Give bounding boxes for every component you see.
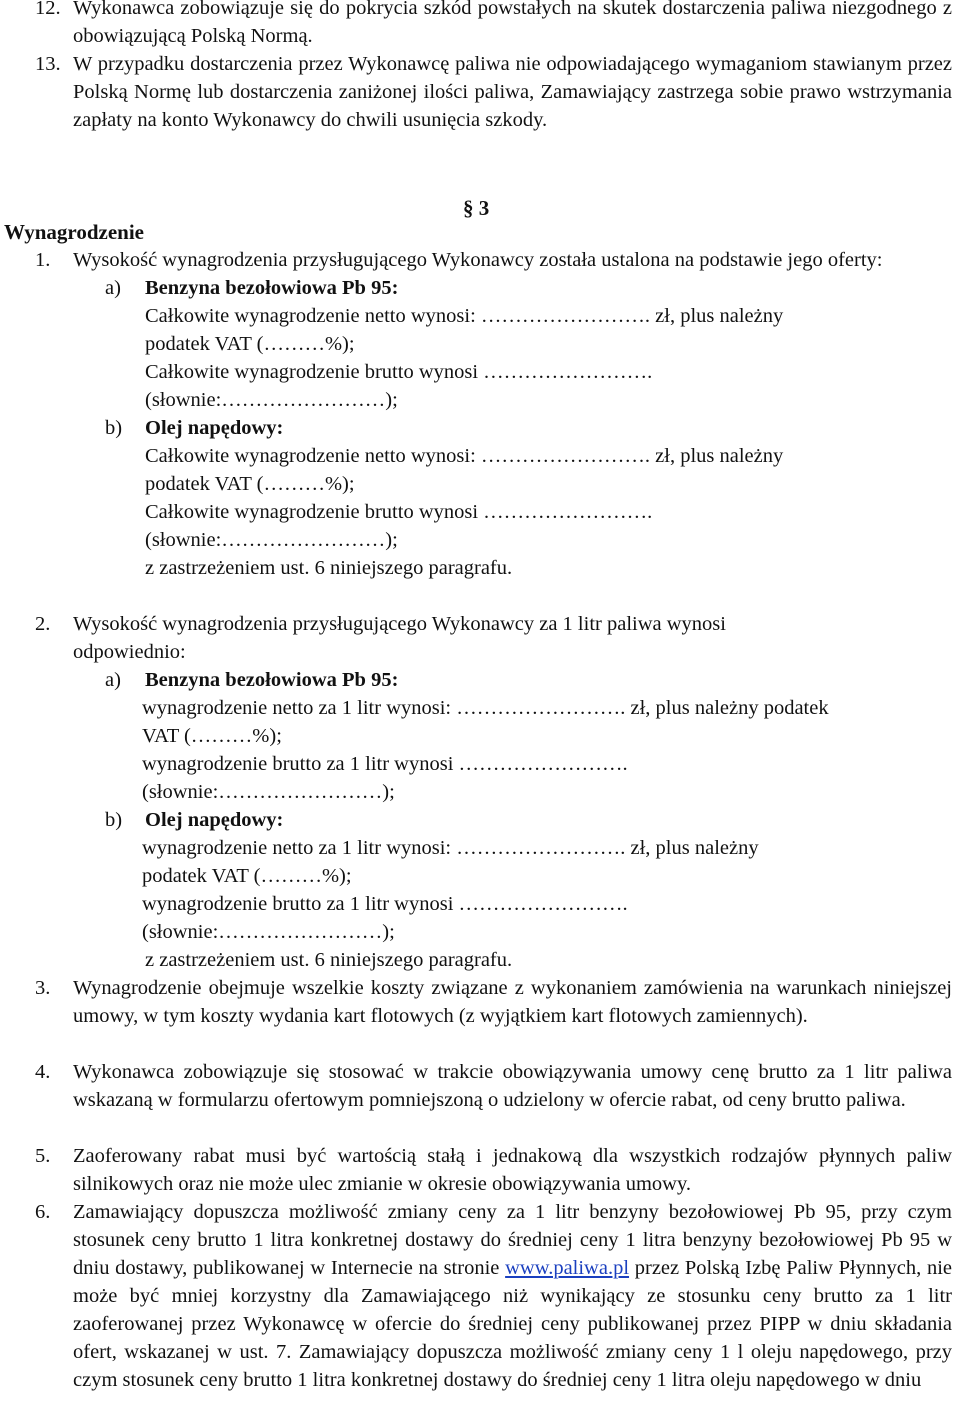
paragraph-number: 12. <box>35 0 61 19</box>
line: wynagrodzenie brutto za 1 litr wynosi ……………………. <box>142 753 628 775</box>
paragraph-number: 2. <box>35 613 51 635</box>
paragraph-5 <box>0 1142 960 1198</box>
section-symbol: § 3 <box>463 196 490 220</box>
paragraph-intro: Wysokość wynagrodzenia przysługującego Wykonawcy została ustalona na podstawie jego oferty: <box>73 249 883 271</box>
line: VAT (………%); <box>142 725 282 747</box>
line: Całkowite wynagrodzenie brutto wynosi ……………………. <box>145 501 653 523</box>
line: Całkowite wynagrodzenie netto wynosi: ……………………. zł, plus należny <box>145 305 784 327</box>
subitem-title: Olej napędowy: <box>145 417 284 439</box>
subitem-title: Benzyna bezołowiowa Pb 95: <box>145 277 399 299</box>
paragraph-text-continued: przez Polską Izbę Paliw Płynnych, nie może być mniej korzystny dla Zamawiającego niż wynikający ze stosunku ceny brutto za 1 litr zaoferowanej przez Wykonawcę w ofercie do średniej ceny publikowanej przez PIPP w dniu składania ofert, wskazanej w ust. 7. Zamawiający dopuszcza możliwość zmiany ceny 1 l oleju napędowego, przy czym stosunek ceny brutto 1 litra konkretnej dostawy do średniej ceny 1 litra oleju napędowego w dniu <box>73 1257 952 1391</box>
note: z zastrzeżeniem ust. 6 niniejszego paragrafu. <box>145 557 513 579</box>
line: (słownie:……………………); <box>142 921 395 943</box>
paragraph-number: 3. <box>35 977 51 999</box>
paragraph-number: 5. <box>35 1145 51 1167</box>
paragraph-2 <box>0 610 960 974</box>
subitem-b <box>0 414 960 442</box>
subitem-a <box>0 666 960 694</box>
paragraph-intro: odpowiednio: <box>73 641 186 663</box>
paragraph-text: W przypadku dostarczenia przez Wykonawcę paliwa nie odpowiadającego wymaganiom stawianym przez Polską Normę lub dostarczenia zaniżonej ilości paliwa, Zamawiający zastrzega sobie prawo wstrzymania zapłaty na konto Wykonawcy do chwili usunięcia szkody. <box>73 53 952 131</box>
subitem-b <box>0 806 960 834</box>
line: (słownie:……………………); <box>145 389 398 411</box>
paragraph-3 <box>0 974 960 1030</box>
paragraph-4 <box>0 1058 960 1114</box>
paragraph-number: 13. <box>35 53 61 75</box>
paragraph-13 <box>0 50 960 134</box>
line: Całkowite wynagrodzenie brutto wynosi ……………………. <box>145 361 653 383</box>
note: z zastrzeżeniem ust. 6 niniejszego paragrafu. <box>145 949 513 971</box>
line: podatek VAT (………%); <box>142 865 352 887</box>
paragraph-6 <box>0 1198 960 1394</box>
subitem-title: Benzyna bezołowiowa Pb 95: <box>145 669 399 691</box>
line: (słownie:……………………); <box>142 781 395 803</box>
line: wynagrodzenie netto za 1 litr wynosi: ……………………. zł, plus należny podatek <box>142 697 829 719</box>
subitem-label: a) <box>105 669 121 691</box>
paragraph-text: Zaoferowany rabat musi być wartością stałą i jednakową dla wszystkich rodzajów płynnych paliw silnikowych oraz nie może ulec zmianie w okresie obowiązywania umowy. <box>73 1145 952 1195</box>
subitem-label: a) <box>105 277 121 299</box>
line: wynagrodzenie brutto za 1 litr wynosi ……………………. <box>142 893 628 915</box>
line: podatek VAT (………%); <box>145 333 355 355</box>
paragraph-number: 1. <box>35 249 51 271</box>
subitem-title: Olej napędowy: <box>145 809 284 831</box>
paragraph-12 <box>0 0 960 50</box>
paragraph-text: Wynagrodzenie obejmuje wszelkie koszty związane z wykonaniem zamówienia na warunkach niniejszej umowy, w tym koszty wydania kart flotowych (z wyjątkiem kart flotowych zamiennych). <box>73 977 952 1027</box>
paragraph-1 <box>0 246 960 582</box>
paragraph-number: 6. <box>35 1201 51 1223</box>
line: (słownie:……………………); <box>145 529 398 551</box>
paliwa-link[interactable]: www.paliwa.pl <box>505 1257 630 1279</box>
subitem-a <box>0 274 960 302</box>
line: wynagrodzenie netto za 1 litr wynosi: ……………………. zł, plus należny <box>142 837 759 859</box>
line: podatek VAT (………%); <box>145 473 355 495</box>
subitem-label: b) <box>105 417 123 439</box>
paragraph-text: Zamawiający dopuszcza możliwość zmiany ceny za 1 litr benzyny bezołowiowej Pb 95, przy czym stosunek ceny brutto 1 litra konkretnej dostawy do średniej ceny 1 litra benzyny bezołowiowej Pb 95 w dniu dostawy, publikowanej w Internecie na stronie <box>73 1201 952 1279</box>
paragraph-text: Wykonawca zobowiązuje się do pokrycia szkód powstałych na skutek dostarczenia paliwa niezgodnego z obowiązującą Polską Normą. <box>73 0 952 47</box>
paragraph-text: Wykonawca zobowiązuje się stosować w trakcie obowiązywania umowy cenę brutto za 1 litr paliwa wskazaną w formularzu ofertowym pomniejszoną o udzielony w ofercie rabat, od ceny brutto paliwa. <box>73 1061 952 1111</box>
subitem-label: b) <box>105 809 123 831</box>
paragraph-number: 4. <box>35 1061 51 1083</box>
paragraph-intro: Wysokość wynagrodzenia przysługującego Wykonawcy za 1 litr paliwa wynosi <box>73 613 726 635</box>
section-title: Wynagrodzenie <box>4 220 144 244</box>
line: Całkowite wynagrodzenie netto wynosi: ……………………. zł, plus należny <box>145 445 784 467</box>
